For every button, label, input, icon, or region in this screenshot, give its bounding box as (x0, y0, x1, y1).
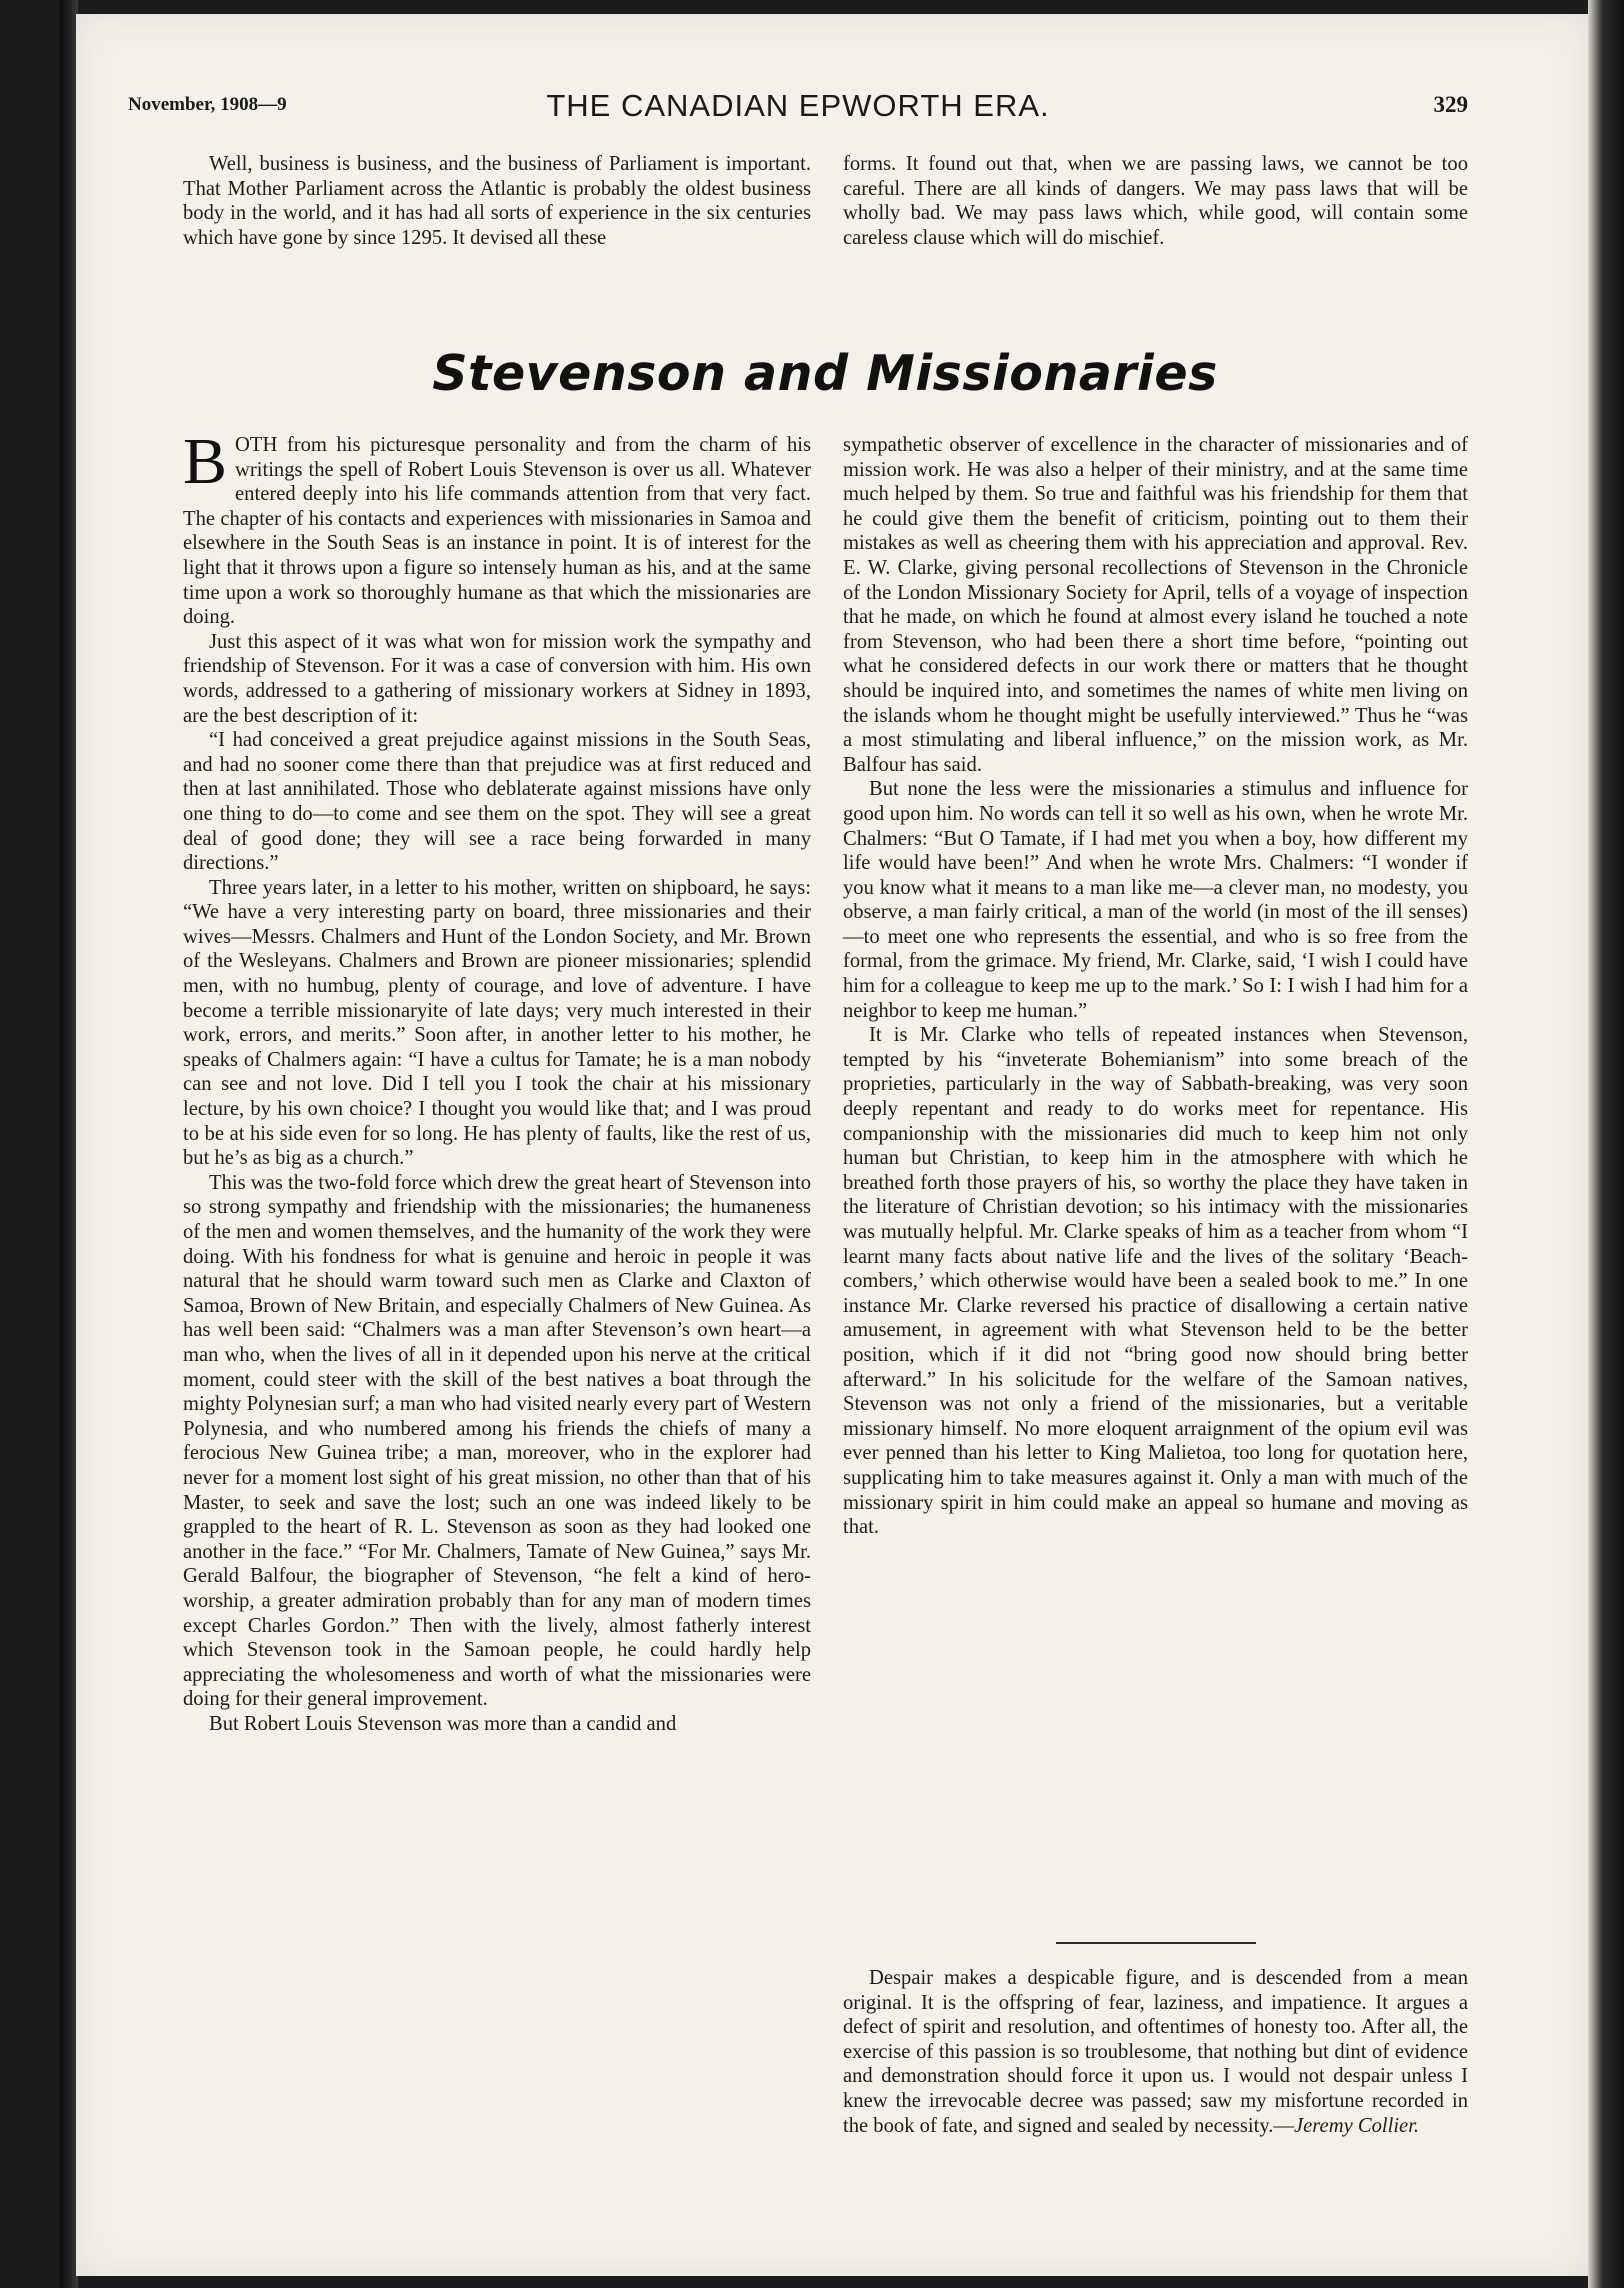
page-number: 329 (1433, 92, 1468, 117)
paragraph: Just this aspect of it was what won for mission work the sympathy and friendship of Stevenson. For it was a case of conversion with him. His own words, addressed to a gathering of missionary workers at Sidney in 1893, are the best description of it: (183, 630, 811, 727)
quote-text: Despair makes a despicable figure, and is descended from a mean original. It is the offspring of fear, laziness, and impatience. It argues a defect of spirit and resolution, and oftentimes of honesty too. After all, the exercise of this passion is so troublesome, that nothing but dint of evidence and demonstration should force it upon us. I would not despair unless I knew the irrevocable decree was passed; saw my misfortune recorded in the book of fate, and signed and sealed by necessity.— (843, 1967, 1468, 2137)
magazine-title: THE CANADIAN EPWORTH ERA. (546, 88, 1050, 123)
paragraph: forms. It found out that, when we are passing laws, we cannot be too careful. There are all kinds of dangers. We may pass laws that will be wholly bad. We may pass laws which, while good, will contain some careless clause which will do mischief. (843, 153, 1468, 249)
paragraph: But none the less were the missionaries a stimulus and influence for good upon him. No words can tell it so well as his own, when he wrote Mr. Chalmers: “But O Tamate, if I had met you when a boy, how different my life would have been!” And when he wrote Mrs. Chalmers: “I wonder if you know what it means to a man like me—a clever man, no modesty, you observe, a man fairly critical, a man of the world (in most of the ill senses)—to meet one who represents the essential, and who is so free from the formal, from the grimace. My friend, Mr. Clarke, said, ‘I wish I could have him for a colleague to keep me up to the mark.’ So I: I wish I had him for a neighbor to keep me human.” (843, 778, 1468, 1022)
article-title: Stevenson and Missionaries (432, 345, 1218, 402)
paragraph: This was the two-fold force which drew the great heart of Stevenson into so strong sympathy and friendship with the missionaries; the humaneness of the men and women themselves, and the humanity of the work they were doing. With his fondness for what is genuine and heroic in people it was natural that he should warm toward such men as Clarke and Claxton of Samoa, Brown of New Britain, and especially Chalmers of New Guinea. As has well been said: “Chalmers was a man after Stevenson’s own heart—a man who, when the lives of all in it depended upon his nerve at the critical moment, could steer with the skill of the best natives a boat through the mighty Polynesian surf; a man who had visited nearly every part of Western Polynesia, and who numbered among his friends the chiefs of many a ferocious New Guinea tribe; a man, moreover, who in the explorer had never for a moment lost sight of his great mission, no other than that of his Master, to seek and save the lost; such an one was indeed likely to be grappled to the heart of R. L. Stevenson as soon as they had looked one another in the face.” “For Mr. Chalmers, Tamate of New Guinea,” says Mr. Gerald Balfour, the biographer of Stevenson, “he felt a kind of hero-worship, a greater admiration probably than for any man of modern times except Charles Gordon.” Then with the lively, almost fatherly interest which Stevenson took in the Samoan people, he could hardly help appreciating the wholesomeness and worth of what the missionaries were doing for their general improvement. (183, 1171, 811, 1711)
previous-article-left-column (183, 152, 811, 250)
quote-author: Jeremy Collier. (1294, 2114, 1420, 2137)
paragraph: Three years later, in a letter to his mother, written on shipboard, he says: “We have a very interesting party on board, three missionaries and their wives—Messrs. Chalmers and Hunt of the London Society, and Mr. Brown of the Wesleyans. Chalmers and Brown are pioneer missionaries; splendid men, with no humbug, plenty of courage, and love of adventure. I have become a terrible missionaryite of late days; very much interested in their work, errors, and merits.” Soon after, in another letter to his mother, he speaks of Chalmers again: “I have a cultus for Tamate; he is a man nobody can see and not love. Did I tell you I took the chair at his missionary lecture, by his own choice? I thought you would like that; and I was proud to be at his side even for so long. He has plenty of faults, like the rest of us, but he’s as big as a church.” (183, 876, 811, 1170)
lead-paragraph (183, 425, 811, 630)
drop-cap: B (183, 425, 228, 498)
quote-paragraph (843, 1966, 1468, 2138)
paragraph: But Robert Louis Stevenson was more than a candid and (209, 1712, 677, 1735)
lead-paragraph-text: OTH from his picturesque personality and from the charm of his writings the spell of Robert Louis Stevenson is over us all. Whatever entered deeply into his life commands attention from that very fact. The chapter of his contacts and experiences with missionaries in Samoa and elsewhere in the South Seas is an instance in point. It is of interest for the light that it throws upon a figure so intensely human as his, and at the same time upon a work so thoroughly humane as that which the missionaries are doing. (183, 434, 811, 629)
issue-date: November, 1908—9 (128, 94, 287, 115)
article-left-column (183, 425, 811, 1736)
paragraph: It is Mr. Clarke who tells of repeated instances when Stevenson, tempted by his “inveterate Bohemianism” into some breach of the proprieties, particularly in the way of Sabbath-breaking, was very soon deeply repentant and ready to do works meet for repentance. His companionship with the missionaries did much to keep him not only human but Christian, to keep him in the atmosphere with which he breathed forth those prayers of his, so worthy the place they have taken in the literature of Christian devotion; so his intimacy with the missionaries was mutually helpful. Mr. Clarke speaks of him as a teacher from whom “I learnt many facts about native life and the lives of the solitary ‘Beach-combers,’ which otherwise would have been a sealed book to me.” In one instance Mr. Clarke reversed his practice of disallowing a certain native amusement, in agreement with what Stevenson held to be the better position, which if it did not “bring good now should bring better afterward.” In his solicitude for the welfare of the Samoan natives, Stevenson was not only a friend of the missionaries, but a veritable missionary himself. No more eloquent arraignment of the opium evil was ever penned than his letter to King Malietoa, too long for quotation here, supplicating him to take measures against it. Only a man with much of the missionary spirit in him could make an appeal so humane and moving as that. (843, 1024, 1468, 1539)
paragraph: Well, business is business, and the business of Parliament is important. That Mother Parliament across the Atlantic is probably the oldest business body in the world, and it has had all sorts of experience in the six centuries which have gone by since 1295. It devised all these (183, 153, 811, 249)
section-divider (1056, 1942, 1256, 1944)
paragraph: sympathetic observer of excellence in the character of missionaries and of mission work. He was also a helper of their ministry, and at the same time much helped by them. So true and faithful was his friendship for them that he could give them the benefit of criticism, pointing out to them their mistakes as well as cheering them with his appreciation and approval. Rev. E. W. Clarke, giving personal recollections of Stevenson in the Chronicle of the London Missionary Society for April, tells of a voyage of inspection that he made, on which he found at almost every island he touched a note from Stevenson, who had been there a short time before, “pointing out what he considered defects in our work there or matters that he thought should be inquired into, and sometimes the names of white men living on the islands whom he thought might be usefully interviewed.” Thus he “was a most stimulating and liberal influence,” on the mission work, as Mr. Balfour has said. (843, 434, 1468, 776)
running-head (128, 88, 1468, 124)
block-quote: “I had conceived a great prejudice against missions in the South Seas, and had no sooner come there than that prejudice was at first reduced and then at last annihilated. Those who deblaterate against missions have only one thing to do—to come and see them on the spot. They will see a great deal of good done; they will see a race being forwarded in many directions.” (183, 729, 811, 875)
closing-quote (843, 1966, 1468, 2138)
page-edge (1588, 0, 1624, 2288)
previous-article-right-column (843, 152, 1468, 250)
article-right-column (843, 433, 1468, 1540)
